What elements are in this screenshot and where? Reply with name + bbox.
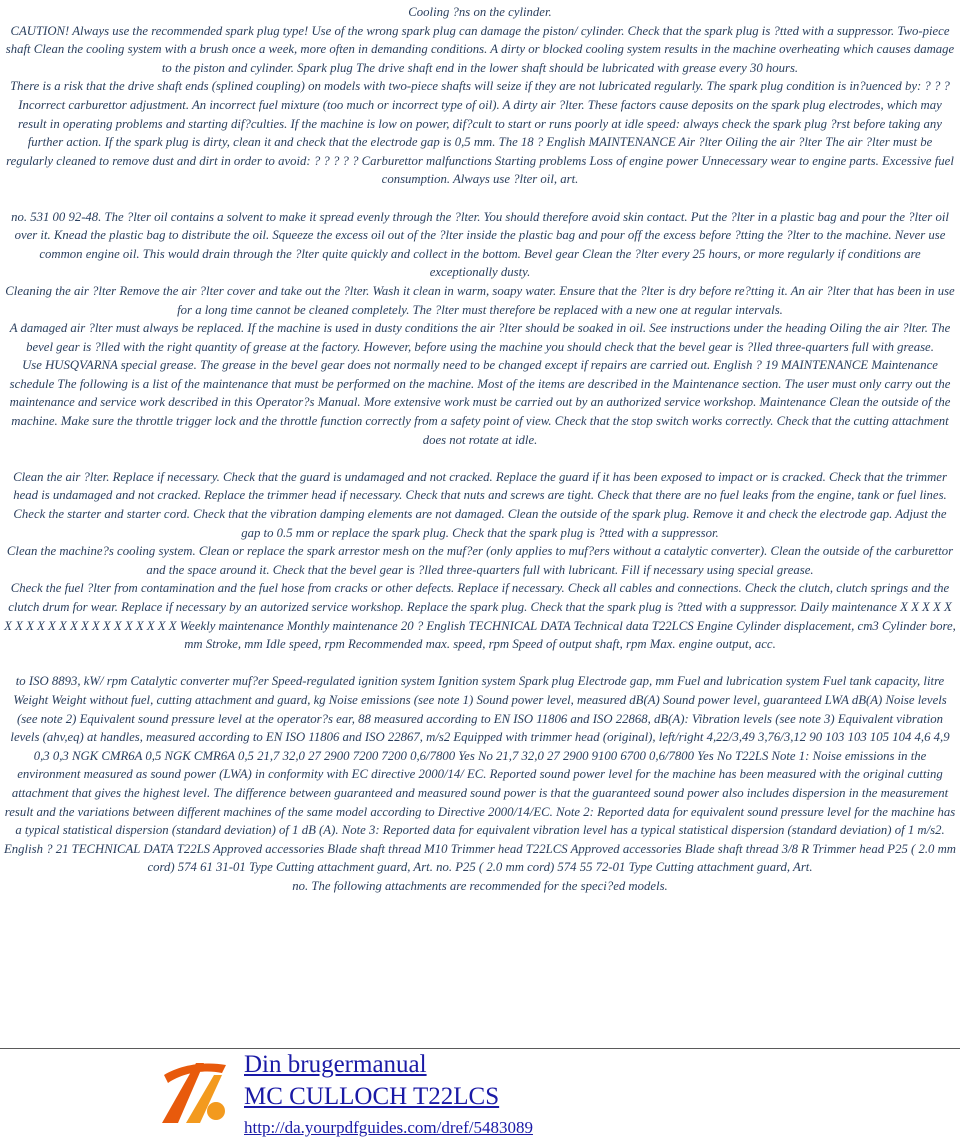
paragraph-attachments: no. The following attachments are recommended for the speci?ed models. (292, 878, 668, 893)
paragraph-gap (4, 449, 956, 468)
paragraph-cleaning-air-filter: Cleaning the air ?lter Remove the air ?lter cover and take out the ?lter. Wash it clean in warm, soapy water. Ensure that the ?lter is dry before re?tting it. An air ?lter that has been in use for a long time cannot be cleaned completely. The ?lter must therefore be replaced with a new one at regular intervals. (5, 283, 955, 317)
paragraph-spark-plug-caution: CAUTION! Always use the recommended spark plug type! Use of the wrong spark plug can damage the piston/ cylinder. Check that the spark plug is ?tted with a suppressor. Two-piece shaft Clean the cooling system with a brush once a week, more often in demanding conditions. A dirty or blocked cooling system results in the machine overheating which causes damage to the piston and cylinder. Spark plug The drive shaft end in the lower shaft should be lubricated with grease every 30 hours. (5, 23, 955, 75)
paragraph-damaged-air-filter: A damaged air ?lter must always be replaced. If the machine is used in dusty conditions the air ?lter should be soaked in oil. See instructions under the heading Oiling the air ?lter. The bevel gear is ?lled with the right quantity of grease at the factory. However, before using the machine you should check that the bevel gear is ?lled three-quarters full with grease. (9, 321, 951, 354)
product-model-link[interactable]: MC CULLOCH T22LCS (244, 1083, 500, 1110)
manual-title-link[interactable]: Din brugermanual (244, 1051, 427, 1078)
footer-links (244, 1049, 533, 1141)
paragraph-gap (4, 189, 956, 208)
pdf-guides-logo-icon (156, 1053, 230, 1127)
paragraph-technical-specs: to ISO 8893, kW/ rpm Catalytic converter muf?er Speed-regulated ignition system Ignition system Spark plug Electrode gap, mm Fuel and lubrication system Fuel tank capacity, litre Weight Weight without fuel, cutting attachment and guard, kg Noise emissions (see note 1) Sound power level, measured dB(A) Sound power level, guaranteed LWA dB(A) Noise levels (see note 2) Equivalent sound pressure level at the operator?s ear, 88 measured according to EN ISO 11806 and ISO 22868, dB(A): Vibration levels (see note 3) Equivalent vibration levels (ahv,eq) at handles, measured according to EN ISO 11806 and ISO 22867, m/s2 Equipped with trimmer head (original), left/right 4,22/3,49 3,76/3,12 90 103 103 105 104 4,6 4,9 0,3 0,3 NGK CMR6A 0,5 NGK CMR6A 0,5 21,7 32,0 27 2900 7200 7200 0,6/7800 Yes No 21,7 32,0 27 2900 9100 6700 0,6/7800 Yes No T22LS Note 1: Noise emissions in the environment measured as sound power (LWA) in conformity with EC directive 2000/14/ EC. Reported sound power level for the machine has been measured with the original cutting attachment that gives the highest level. The difference between guaranteed and measured sound power is that the guaranteed sound power also includes dispersion in the measurement result and the variations between different machines of the same model according to Directive 2000/14/EC. Note 2: Reported data for equivalent sound pressure level for the machine has a typical statistical dispersion (standard deviation) of 1 dB (A). Note 3: Reported data for equivalent vibration level has a typical statistical dispersion (standard deviation) of 1 m/s2. English ? 21 TECHNICAL DATA T22LS Approved accessories Blade shaft thread M10 Trimmer head T22LCS Approved accessories Blade shaft thread 3/8 R Trimmer head P25 ( 2.0 mm cord) 574 61 31-01 Type Cutting attachment guard, Art. no. P25 ( 2.0 mm cord) 574 55 72-01 Type Cutting attachment guard, Art. (4, 674, 956, 875)
paragraph-spark-plug-condition: There is a risk that the drive shaft ends (splined coupling) on models with two-piece shafts will seize if they are not lubricated regularly. The spark plug condition is in?uenced by: ? ? ? Incorrect carburettor adjustment. An incorrect fuel mixture (too much or incorrect type of oil). A dirty air ?lter. These factors cause deposits on the spark plug electrodes, which may result in operating problems and starting dif?culties. If the machine is low on power, dif?cult to start or runs poorly at idle speed: always check the spark plug ?rst before taking any further action. If the spark plug is dirty, clean it and check that the electrode gap is 0,5 mm. The 18 ? English MAINTENANCE Air ?lter Oiling the air ?lter The air ?lter must be regularly cleaned to remove dust and dirt in order to avoid: ? ? ? ? ? Carburettor malfunctions Starting problems Loss of engine power Unnecessary wear to engine parts. Excessive fuel consumption. Always use ?lter oil, art. (6, 79, 954, 187)
paragraph-cooling-system: Clean the machine?s cooling system. Clean or replace the spark arrestor mesh on the muf?er (only applies to muf?ers without a catalytic converter). Clean the outside of the carburettor and the space around it. Check that the bevel gear is ?lled three-quarters full with lubricant. Fill if necessary using special grease. (6, 544, 954, 577)
paragraph-filter-oil: no. 531 00 92-48. The ?lter oil contains a solvent to make it spread evenly through the ?lter. You should therefore avoid skin contact. Put the ?lter in a plastic bag and pour the ?lter oil over it. Knead the plastic bag to distribute the oil. Squeeze the excess oil out of the ?lter inside the plastic bag and pour off the excess before ?tting the ?lter to the machine. Never use common engine oil. This would drain through the ?lter quite quickly and collect in the bottom. Bevel gear Clean the ?lter every 25 hours, or more regularly if conditions are exceptionally dusty. (11, 209, 949, 280)
document-body (4, 3, 956, 896)
paragraph-maintenance-schedule: Use HUSQVARNA special grease. The grease in the bevel gear does not normally need to be changed except if repairs are carried out. English ? 19 MAINTENANCE Maintenance schedule The following is a list of the maintenance that must be performed on the machine. Most of the items are described in the Maintenance section. The user must only carry out the maintenance and service work described in this Operator?s Manual. More extensive work must be carried out by an authorized service workshop. Maintenance Clean the outside of the machine. Make sure the throttle trigger lock and the throttle function correctly from a safety point of view. Check that the stop switch works correctly. Check that the cutting attachment does not rotate at idle. (9, 358, 951, 447)
paragraph-weekly-checks: Clean the air ?lter. Replace if necessary. Check that the guard is undamaged and not cracked. Replace the guard if it has been exposed to impact or is cracked. Check that the trimmer head is undamaged and not cracked. Replace the trimmer head if necessary. Check that nuts and screws are tight. Check that there are no fuel leaks from the engine, tank or fuel lines. Check the starter and starter cord. Check that the vibration damping elements are not damaged. Clean the outside of the spark plug. Remove it and check the electrode gap. Adjust the gap to 0.5 mm or replace the spark plug. Check that the spark plug is ?tted with a suppressor. (13, 469, 947, 540)
source-url-link[interactable]: http://da.yourpdfguides.com/dref/5483089 (244, 1118, 533, 1137)
paragraph-fuel-filter-technical-data: Check the fuel ?lter from contamination and the fuel hose from cracks or other defects. Replace if necessary. Check all cables and connections. Check the clutch, clutch springs and the clutch drum for wear. Replace if necessary by an autorized service workshop. Replace the spark plug. Check that the spark plug is ?tted with a suppressor. Daily maintenance X X X X X X X X X X X X X X X X X X X X X Weekly maintenance Monthly maintenance 20 ? English TECHNICAL DATA Technical data T22LCS Engine Cylinder displacement, cm3 Cylinder bore, mm Stroke, mm Idle speed, rpm Recommended max. speed, rpm Speed of output shaft, rpm Max. engine output, acc. (4, 581, 956, 652)
paragraph-gap (4, 654, 956, 673)
paragraph-cooling-fins: Cooling ?ns on the cylinder. (408, 5, 552, 19)
